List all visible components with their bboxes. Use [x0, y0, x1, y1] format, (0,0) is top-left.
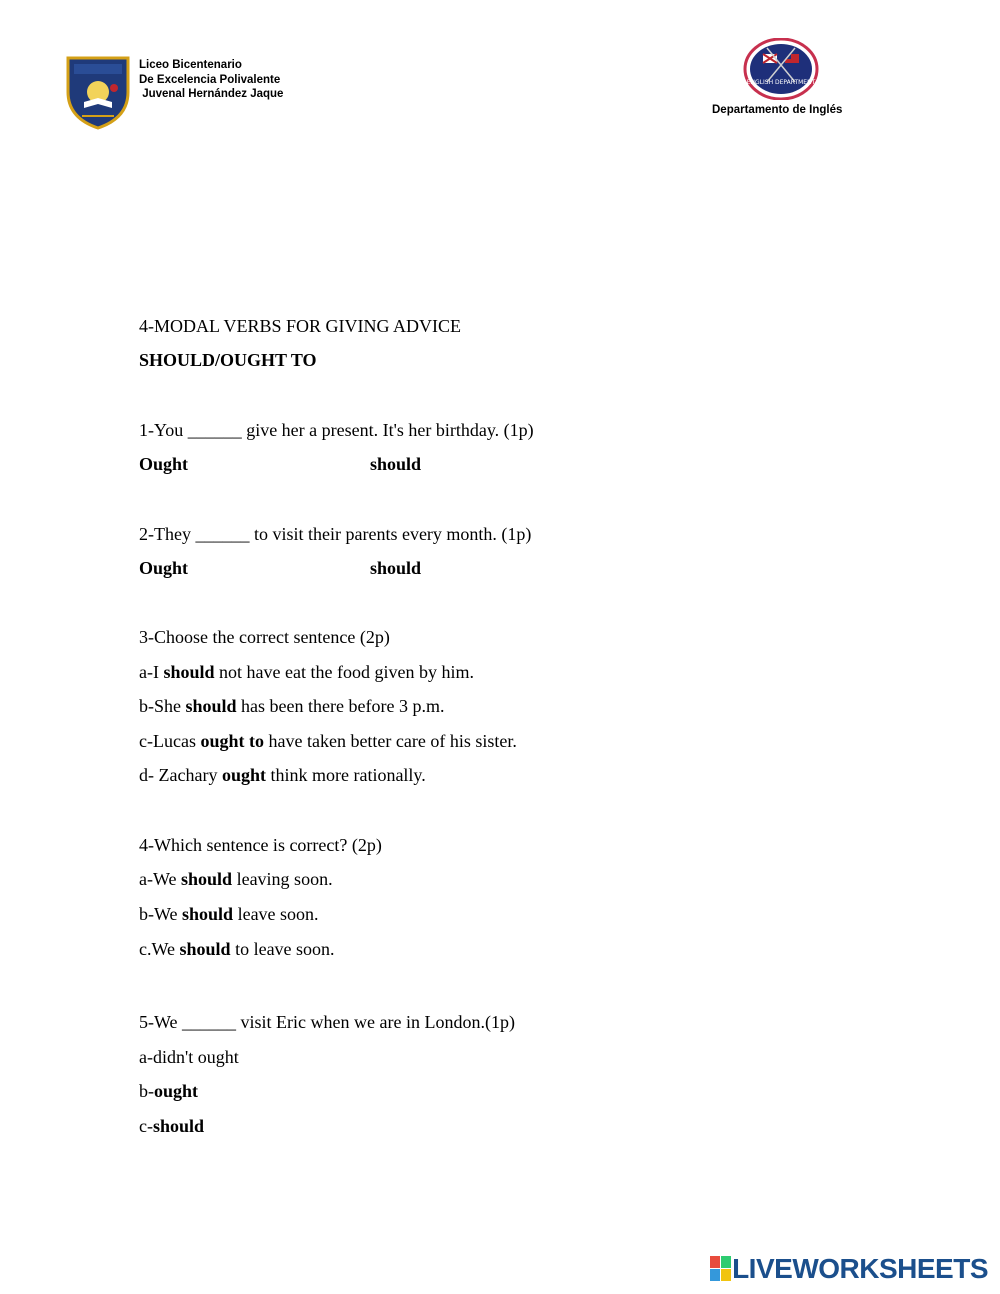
question-1: 1-You ______ give her a present. It's her birthday. (1p) [139, 420, 534, 440]
q3-c-prefix: c-Lucas [139, 731, 201, 751]
q5-option-a[interactable]: a-didn't ought [139, 1047, 239, 1067]
q3-d-rest: think more rationally. [265, 765, 426, 785]
q4-b-prefix: b-We [139, 904, 183, 924]
q3-option-a[interactable] [139, 661, 474, 683]
liveworksheets-icon [710, 1256, 732, 1282]
q2-option-should[interactable]: should [370, 558, 422, 578]
q1-option-ought[interactable]: Ought [139, 454, 189, 474]
q3-a-rest: not have eat the food given by him. [214, 662, 474, 682]
department-label: Departamento de Inglés [712, 104, 843, 116]
q3-a-prefix: a-I [139, 662, 164, 682]
question-3: 3-Choose the correct sentence (2p) [139, 627, 390, 647]
worksheet-subtitle: SHOULD/OUGHT TO [139, 350, 317, 370]
q5-b-prefix: b- [139, 1081, 154, 1101]
q3-b-rest: has been there before 3 p.m. [236, 696, 445, 716]
q5-b-modal: ought [154, 1081, 199, 1101]
q4-b-rest: leave soon. [233, 904, 319, 924]
q3-d-prefix: d- Zachary [139, 765, 222, 785]
question-4: 4-Which sentence is correct? (2p) [139, 835, 382, 855]
q4-a-prefix: a-We [139, 869, 182, 889]
q3-option-d[interactable] [139, 764, 426, 786]
logo-caption: ENGLISH DEPARTMENT [746, 79, 816, 86]
q4-b-modal: should [182, 904, 234, 924]
q5-c-modal: should [152, 1116, 205, 1136]
q4-option-b[interactable] [139, 903, 319, 925]
q3-b-prefix: b-She [139, 696, 186, 716]
school-name-line-2: De Excelencia Polivalente [139, 73, 281, 86]
q4-a-rest: leaving soon. [232, 869, 333, 889]
q4-c-rest: to leave soon. [230, 939, 335, 959]
school-logo [64, 52, 132, 130]
q5-c-prefix: c- [139, 1116, 153, 1136]
liveworksheets-logo[interactable] [710, 1254, 988, 1284]
question-2-options [139, 557, 422, 579]
question-5: 5-We ______ visit Eric when we are in London.(1p) [139, 1012, 515, 1032]
english-department-logo [743, 38, 819, 100]
school-name-line-3: Juvenal Hernández Jaque [139, 88, 284, 100]
question-2: 2-They ______ to visit their parents every month. (1p) [139, 524, 532, 544]
worksheet-title: 4-MODAL VERBS FOR GIVING ADVICE [139, 316, 462, 336]
q3-c-modal: ought to [200, 731, 264, 751]
question-1-options [139, 453, 422, 475]
q2-option-ought[interactable]: Ought [139, 558, 189, 578]
q3-a-modal: should [163, 662, 215, 682]
q1-option-should[interactable]: should [370, 454, 422, 474]
q5-option-b[interactable] [139, 1080, 198, 1102]
q3-d-modal: ought [221, 765, 266, 785]
q4-c-modal: should [179, 939, 231, 959]
q3-option-c[interactable] [139, 730, 517, 752]
q3-b-modal: should [185, 696, 237, 716]
q3-option-b[interactable] [139, 695, 444, 717]
q4-a-modal: should [181, 869, 233, 889]
q4-option-c[interactable] [139, 938, 335, 960]
q5-option-c[interactable] [139, 1115, 204, 1137]
q4-option-a[interactable] [139, 868, 333, 890]
q3-c-rest: have taken better care of his sister. [263, 731, 517, 751]
school-name [139, 58, 283, 102]
liveworksheets-brand: LIVEWORKSHEETS [732, 1253, 988, 1284]
school-name-line-1: Liceo Bicentenario [139, 59, 242, 71]
q4-c-prefix: c.We [139, 939, 180, 959]
